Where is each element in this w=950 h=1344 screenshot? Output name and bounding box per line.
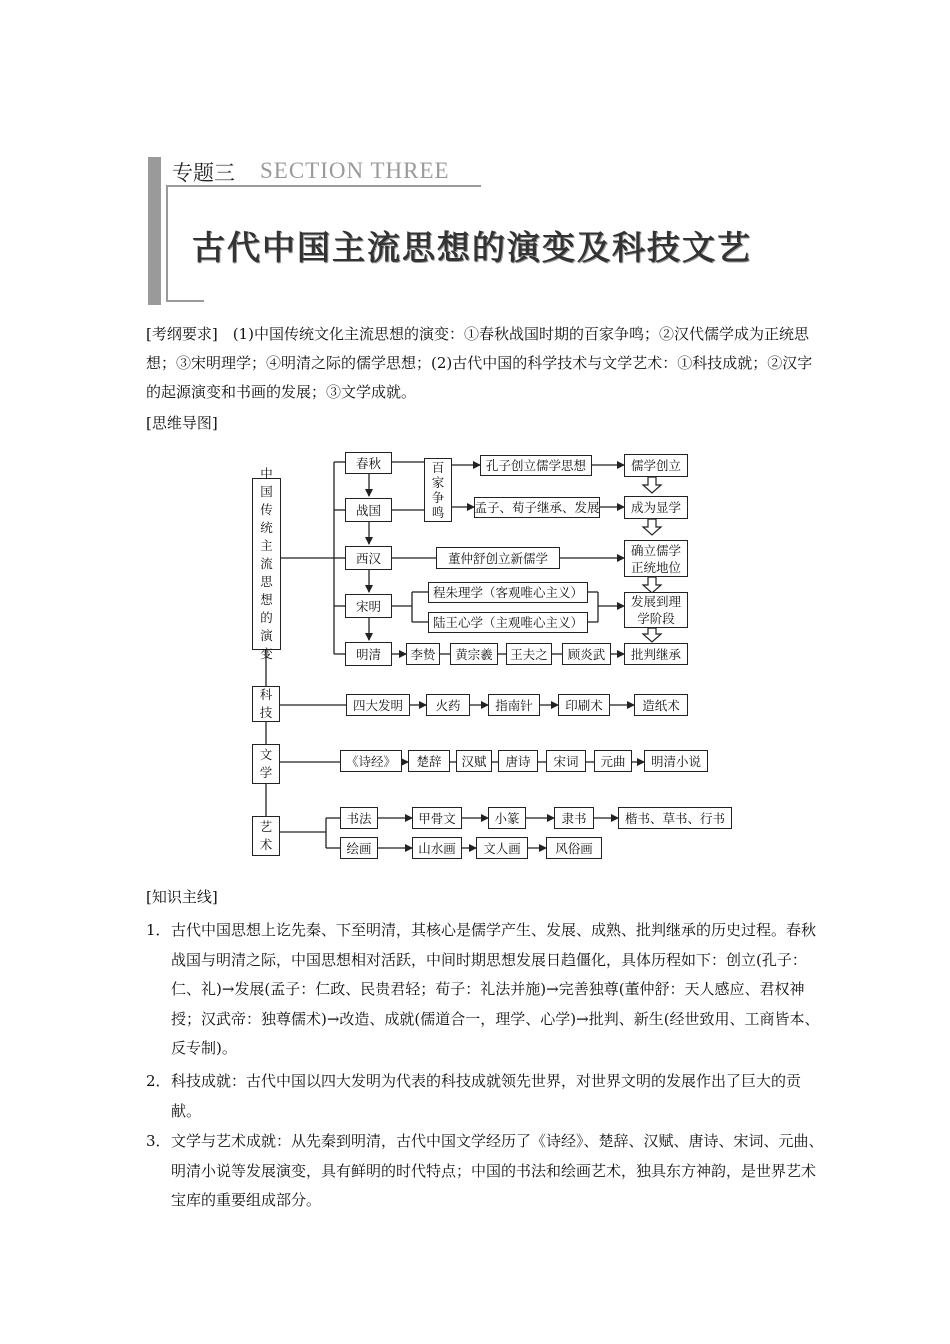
node-shijing: 《诗经》	[340, 750, 402, 772]
node-confucius: 孔子创立儒学思想	[480, 455, 592, 476]
down-arrow-icon	[643, 577, 661, 593]
down-arrow-icon	[643, 628, 661, 642]
node-spring-autumn: 春秋	[345, 452, 392, 474]
node-paper: 造纸术	[634, 694, 688, 716]
node-oracle: 甲骨文	[412, 807, 462, 829]
node-art: 艺 术	[252, 816, 280, 856]
item-number: 3．	[146, 1132, 171, 1150]
knowledge-item	[146, 1067, 826, 1126]
node-lu-wang: 陆王心学（主观唯心主义）	[428, 612, 588, 633]
node-tech: 科 技	[252, 686, 280, 722]
node-four-inventions: 四大发明	[346, 694, 410, 716]
node-landscape: 山水画	[412, 837, 462, 859]
node-kai-cao-xing: 楷书、草书、行书	[618, 807, 732, 829]
node-yuanqu: 元曲	[594, 750, 632, 772]
node-hundred-schools: 百 家 争 鸣	[424, 458, 452, 522]
node-lishu: 隶书	[554, 807, 594, 829]
knowledge-item	[146, 916, 826, 1064]
page-title: 古代中国主流思想的演变及科技文艺	[192, 228, 752, 267]
node-songming: 宋明	[345, 594, 392, 618]
mindmap-heading: [思维导图]	[146, 414, 218, 432]
node-xihan: 西汉	[345, 546, 392, 570]
node-huang: 黄宗羲	[450, 643, 498, 665]
node-ru-orthodox: 确立儒学正统地位	[624, 540, 688, 577]
node-li-zhi: 李贽	[406, 643, 440, 665]
node-calligraphy: 书法	[340, 807, 378, 829]
node-tangshi: 唐诗	[498, 750, 538, 772]
item-text: 古代中国思想上讫先秦、下至明清，其核心是儒学产生、发展、成熟、批判继承的历史过程。春秋战国与明清之际，中国思想相对活跃，中间时期思想发展日趋僵化，具体历程如下：创立(孔子：仁、礼)→发展(孟子：仁政、民贵君轻；荀子：礼法并施)→完善独尊(董仲舒：天人感应、君权神授；汉武帝：独尊儒术)→改造、成就(儒道合一，理学、心学)→批判、新生(经世致用、工商皆本、反专制)。	[171, 921, 820, 1057]
node-gunpowder: 火药	[426, 694, 470, 716]
knowledge-item	[146, 1127, 826, 1216]
node-gu: 顾炎武	[562, 643, 611, 665]
node-genre: 风俗画	[546, 837, 602, 859]
node-chuci: 楚辞	[408, 750, 450, 772]
item-number: 1．	[146, 921, 171, 939]
node-dong: 董仲舒创立新儒学	[436, 547, 560, 569]
knowledge-heading: [知识主线]	[146, 888, 218, 906]
node-mencius: 孟子、荀子继承、发展	[474, 497, 600, 518]
node-ru-prominent: 成为显学	[624, 496, 688, 519]
node-wang: 王夫之	[506, 643, 552, 665]
node-warring-states: 战国	[345, 498, 392, 522]
node-mingqing: 明清	[345, 642, 392, 666]
node-thought: 中 国 传 统 主 流 思 想 的 演 变	[252, 478, 281, 650]
item-text: 文学与艺术成就：从先秦到明清，古代中国文学经历了《诗经》、楚辞、汉赋、唐诗、宋词、元曲、明清小说等发展演变，具有鲜明的时代特点；中国的书法和绘画艺术，独具东方神韵，是世界艺术宝库的重要组成部分。	[171, 1132, 824, 1209]
node-hanfu: 汉赋	[456, 750, 492, 772]
section-subtitle: SECTION THREE	[260, 158, 450, 183]
down-arrow-icon	[643, 519, 661, 535]
node-ru-found: 儒学创立	[624, 454, 688, 477]
node-lit: 文 学	[252, 744, 280, 784]
node-printing: 印刷术	[558, 694, 610, 716]
node-cheng-zhu: 程朱理学（客观唯心主义）	[428, 582, 588, 603]
node-compass: 指南针	[488, 694, 540, 716]
node-songci: 宋词	[546, 750, 586, 772]
node-painting: 绘画	[340, 837, 378, 859]
node-xiaozhuan: 小篆	[488, 807, 526, 829]
node-novel: 明清小说	[644, 750, 708, 772]
syllabus-paragraph: [考纲要求] (1)中国传统文化主流思想的演变：①春秋战国时期的百家争鸣；②汉代儒学成为正统思想；③宋明理学；④明清之际的儒学思想；(2)古代中国的科学技术与文学艺术：①科技成就；②汉字的起源演变和书画的发展；③文学成就。	[146, 325, 813, 401]
down-arrow-icon	[643, 477, 661, 493]
item-text: 科技成就：古代中国以四大发明为代表的科技成就领先世界，对世界文明的发展作出了巨大的贡献。	[171, 1072, 802, 1120]
section-label: 专题三	[172, 161, 235, 185]
node-literati: 文人画	[476, 837, 528, 859]
node-li-stage: 发展到理学阶段	[624, 592, 688, 628]
item-number: 2．	[146, 1072, 171, 1090]
node-critique: 批判继承	[624, 643, 688, 665]
